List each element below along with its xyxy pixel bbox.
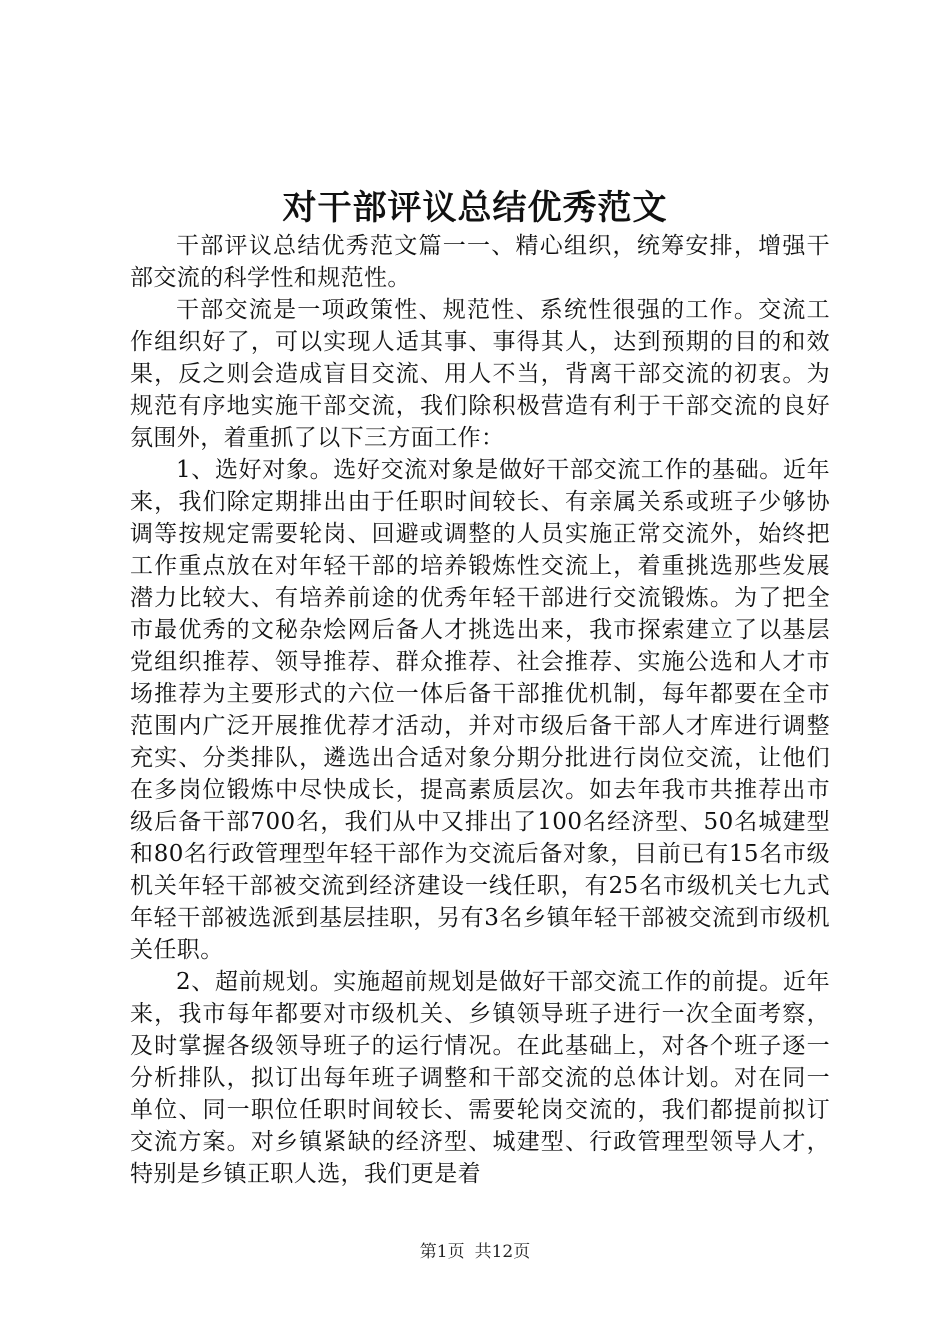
paragraph: 1、选好对象。选好交流对象是做好干部交流工作的基础。近年来，我们除定期排出由于任职时间较长、有亲属关系或班子少够协调等按规定需要轮岗、回避或调整的人员实施正常交流外，始终把工作重点放在对年轻干部的培养锻炼性交流上，着重挑选那些发展潜力比较大、有培养前途的优秀年轻干部进行交流锻炼。为了把全市最优秀的文秘杂烩网后备人才挑选出来，我市探索建立了以基层党组织推荐、领导推荐、群众推荐、社会推荐、实施公选和人才市场推荐为主要形式的六位一体后备干部推优机制，每年都要在全市范围内广泛开展推优荐才活动，并对市级后备干部人才库进行调整充实、分类排队，遴选出合适对象分期分批进行岗位交流，让他们在多岗位锻炼中尽快成长，提高素质层次。如去年我市共推荐出市级后备干部700名，我们从中又排出了100名经济型、50名城建型和80名行政管理型年轻干部作为交流后备对象，目前已有15名市级机关年轻干部被交流到经济建设一线任职，有25名市级机关七九式年轻干部被选派到基层挂职，另有3名乡镇年轻干部被交流到市级机关任职。: [130, 457, 830, 963]
page-footer: [0, 1240, 950, 1264]
page-number: 第1页: [419, 1242, 465, 1262]
paragraph: 干部交流是一项政策性、规范性、系统性很强的工作。交流工作组织好了，可以实现人适其事、事得其人，达到预期的目的和效果，反之则会造成盲目交流、用人不当，背离干部交流的初衷。为规范有序地实施干部交流，我们除积极营造有利于干部交流的良好氛围外，着重抓了以下三方面工作：: [130, 297, 830, 451]
document-title: 对干部评议总结优秀范文: [282, 188, 668, 228]
document-body: [130, 230, 830, 1190]
page-total: 共12页: [474, 1242, 531, 1262]
paragraph: 2、超前规划。实施超前规划是做好干部交流工作的前提。近年来，我市每年都要对市级机关、乡镇领导班子进行一次全面考察，及时掌握各级领导班子的运行情况。在此基础上，对各个班子逐一分析排队，拟订出每年班子调整和干部交流的总体计划。对在同一单位、同一职位任职时间较长、需要轮岗交流的，我们都提前拟订交流方案。对乡镇紧缺的经济型、城建型、行政管理型领导人才，特别是乡镇正职人选，我们更是着: [130, 969, 830, 1187]
paragraph: 干部评议总结优秀范文篇一一、精心组织，统筹安排，增强干部交流的科学性和规范性。: [130, 233, 830, 291]
